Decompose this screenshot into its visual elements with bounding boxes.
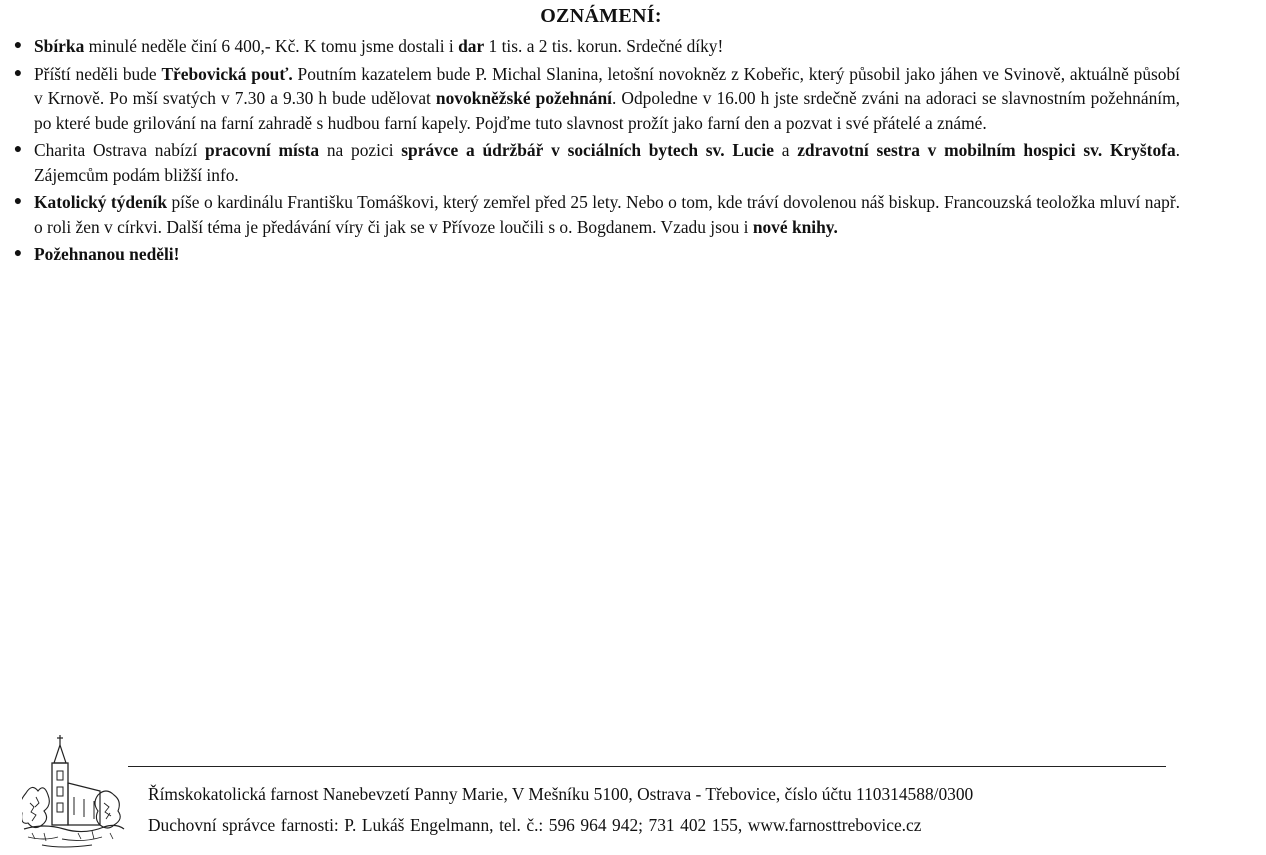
item-text: na pozici: [319, 140, 402, 160]
item-bold: dar: [458, 36, 485, 56]
item-bold: správce a údržbář v sociálních bytech sv. Lucie: [401, 140, 774, 160]
page-title: OZNÁMENÍ:: [540, 5, 662, 27]
item-bold: Sbírka: [34, 36, 85, 56]
bullet-icon: ●: [13, 65, 23, 81]
item-bold: novokněžské požehnání: [435, 88, 613, 108]
item-text: Poutním kazatelem bude P. Michal Slanina, letošní novokněz z Kobeřic, který působil jako jáhen ve Svinově, aktuálně působí v Krnově. Po mší svatých v 7.30 a 9.30 h bude udělovat: [34, 63, 1181, 108]
announcement-list: [12, 34, 1180, 270]
item-text: minulé neděle činí 6 400,- Kč. K tomu jsme dostali i: [84, 36, 459, 56]
announcement-item-collection: [12, 34, 1180, 59]
item-text: Charita Ostrava nabízí: [34, 140, 206, 160]
item-bold: Katolický týdeník: [34, 192, 167, 212]
announcement-item-charity: [12, 138, 1180, 187]
bullet-icon: ●: [13, 246, 23, 261]
item-text: . Zájemcům podám bližší info.: [34, 140, 1180, 185]
footer-divider: [128, 766, 1166, 767]
item-text: píše o kardinálu Františku Tomáškovi, který zemřel před 25 lety. Nebo o tom, kde tráví dovolenou náš biskup. Francouzská teoložka mluví např. o roli žen v církvi. Další téma je předávání víry či jak se v Přívoze loučili s o. Bogdanem. Vzadu jsou i: [34, 192, 1181, 237]
announcement-item-blessing: [12, 242, 1180, 267]
item-bold: zdravotní sestra v mobilním hospici sv. Kryštofa: [797, 140, 1176, 160]
bullet-icon: ●: [13, 38, 23, 53]
announcement-item-weekly: [12, 190, 1180, 239]
bullet-icon: ●: [13, 142, 23, 157]
item-text: a: [773, 140, 798, 160]
item-text: Příští neděli bude: [34, 63, 162, 84]
item-bold: Požehnanou neděli!: [34, 244, 180, 264]
item-text: . Odpoledne v 16.00 h jste srdečně zváni na adoraci se slavnostním požehnáním, po které bude grilování na farní zahradě s hudbou farní kapely. Pojďme tuto slavnost prožít jako farní den a pozvat i své přátelé a známé.: [34, 88, 1181, 133]
item-text: 1 tis. a 2 tis. korun. Srdečné díky!: [484, 36, 724, 56]
footer-address: Římskokatolická farnost Nanebevzetí Panny Marie, V Mešníku 5100, Ostrava - Třebovice, číslo účtu 110314588/0300: [148, 784, 974, 804]
church-sketch-icon: [22, 733, 126, 853]
item-bold: pracovní místa: [205, 140, 320, 160]
footer-contact: Duchovní správce farnosti: P. Lukáš Engelmann, tel. č.: 596 964 942; 731 402 155, www.farnosttrebovice.cz: [148, 815, 922, 835]
item-bold: nové knihy.: [752, 216, 838, 237]
item-bold: Třebovická pouť.: [161, 63, 293, 84]
announcement-item-pilgrimage: [12, 62, 1180, 136]
bullet-icon: ●: [13, 194, 23, 209]
